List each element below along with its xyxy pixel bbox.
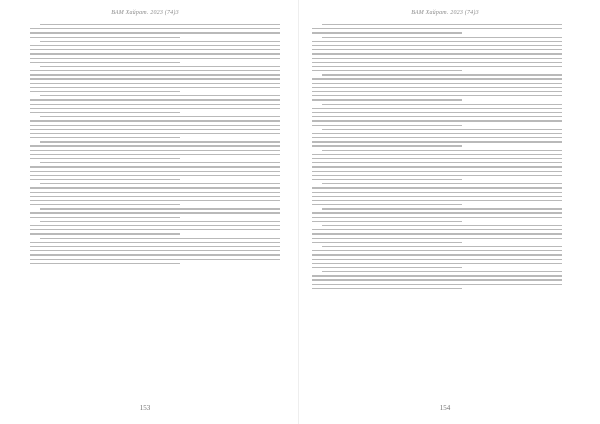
text-line bbox=[40, 208, 280, 209]
text-line bbox=[312, 41, 562, 42]
text-line bbox=[30, 263, 180, 264]
text-line bbox=[30, 49, 280, 50]
text-line bbox=[30, 233, 180, 234]
paragraph bbox=[30, 141, 280, 159]
text-line bbox=[30, 108, 280, 109]
text-line bbox=[312, 233, 562, 234]
text-line bbox=[30, 192, 280, 193]
text-line bbox=[30, 145, 280, 146]
text-line bbox=[312, 254, 562, 255]
text-line bbox=[312, 49, 562, 50]
text-line bbox=[322, 225, 562, 226]
text-line bbox=[30, 83, 280, 84]
text-line bbox=[40, 183, 280, 184]
text-line bbox=[312, 196, 562, 197]
paragraph bbox=[312, 225, 562, 243]
text-line bbox=[312, 288, 462, 289]
text-line bbox=[312, 91, 562, 92]
text-line bbox=[312, 204, 462, 205]
text-line bbox=[312, 95, 562, 96]
text-line bbox=[30, 254, 280, 255]
text-line bbox=[30, 246, 280, 247]
text-line bbox=[30, 196, 280, 197]
text-line bbox=[312, 175, 562, 176]
text-line bbox=[312, 263, 562, 264]
text-line bbox=[30, 242, 280, 243]
text-line bbox=[312, 32, 462, 33]
text-block-right bbox=[312, 24, 562, 396]
paragraph bbox=[312, 129, 562, 147]
text-line bbox=[30, 62, 180, 63]
text-line bbox=[30, 250, 280, 251]
text-line bbox=[30, 158, 180, 159]
text-line bbox=[30, 187, 280, 188]
text-line bbox=[30, 74, 280, 75]
text-line bbox=[30, 225, 280, 226]
text-line bbox=[312, 250, 562, 251]
text-line bbox=[30, 129, 280, 130]
paragraph bbox=[30, 24, 280, 38]
text-line bbox=[40, 162, 280, 163]
text-line bbox=[312, 62, 562, 63]
text-line bbox=[312, 192, 562, 193]
text-line bbox=[40, 141, 280, 142]
paragraph bbox=[30, 116, 280, 138]
paragraph bbox=[30, 238, 280, 264]
text-line bbox=[30, 137, 180, 138]
text-line bbox=[312, 116, 562, 117]
text-line bbox=[322, 37, 562, 38]
text-line bbox=[312, 141, 562, 142]
paragraph bbox=[30, 41, 280, 63]
text-line bbox=[30, 37, 180, 38]
paragraph bbox=[312, 150, 562, 181]
text-line bbox=[30, 87, 280, 88]
text-line bbox=[30, 154, 280, 155]
paragraph bbox=[30, 183, 280, 205]
text-line bbox=[312, 242, 462, 243]
text-line bbox=[312, 28, 562, 29]
paragraph bbox=[312, 74, 562, 100]
text-line bbox=[30, 212, 280, 213]
paragraph bbox=[30, 208, 280, 218]
text-line bbox=[312, 83, 562, 84]
text-line bbox=[312, 70, 462, 71]
text-line bbox=[30, 150, 280, 151]
text-line bbox=[312, 166, 562, 167]
text-line bbox=[312, 66, 562, 67]
text-line bbox=[30, 104, 280, 105]
text-block-left bbox=[30, 24, 280, 396]
text-line bbox=[322, 246, 562, 247]
text-line bbox=[312, 187, 562, 188]
text-line bbox=[30, 70, 280, 71]
text-line bbox=[40, 66, 280, 67]
text-line bbox=[30, 78, 280, 79]
text-line bbox=[312, 217, 562, 218]
text-line bbox=[312, 267, 462, 268]
text-line bbox=[312, 87, 562, 88]
text-line bbox=[40, 238, 280, 239]
text-line bbox=[30, 229, 280, 230]
text-line bbox=[312, 45, 562, 46]
text-line bbox=[312, 133, 562, 134]
text-line bbox=[30, 179, 180, 180]
text-line bbox=[30, 200, 280, 201]
text-line bbox=[40, 116, 280, 117]
text-line bbox=[312, 221, 462, 222]
paragraph bbox=[312, 246, 562, 268]
text-line bbox=[30, 91, 180, 92]
text-line bbox=[312, 99, 462, 100]
paragraph bbox=[312, 24, 562, 34]
text-line bbox=[312, 120, 562, 121]
text-line bbox=[312, 212, 562, 213]
text-line bbox=[322, 271, 562, 272]
text-line bbox=[312, 108, 562, 109]
text-line bbox=[312, 279, 562, 280]
text-line bbox=[30, 259, 280, 260]
text-line bbox=[40, 41, 280, 42]
text-line bbox=[322, 183, 562, 184]
text-line bbox=[322, 74, 562, 75]
text-line bbox=[30, 175, 280, 176]
text-line bbox=[30, 120, 280, 121]
text-line bbox=[312, 171, 562, 172]
text-line bbox=[30, 204, 180, 205]
text-line bbox=[322, 24, 562, 25]
text-line bbox=[312, 179, 462, 180]
text-line bbox=[30, 99, 280, 100]
text-line bbox=[312, 53, 562, 54]
running-head-right: ВАМ Хайрат. 2023 (74)3 bbox=[411, 10, 479, 16]
text-line bbox=[312, 259, 562, 260]
text-line bbox=[312, 137, 562, 138]
text-line bbox=[30, 171, 280, 172]
paragraph bbox=[30, 162, 280, 180]
text-line bbox=[30, 45, 280, 46]
text-line bbox=[312, 112, 562, 113]
page-number-right: 154 bbox=[439, 404, 451, 412]
text-line bbox=[40, 24, 280, 25]
text-line bbox=[40, 95, 280, 96]
paragraph bbox=[312, 271, 562, 289]
text-line bbox=[312, 284, 562, 285]
text-line bbox=[312, 229, 562, 230]
text-line bbox=[312, 238, 562, 239]
text-line bbox=[40, 221, 280, 222]
text-line bbox=[312, 145, 462, 146]
text-line bbox=[322, 104, 562, 105]
text-line bbox=[30, 166, 280, 167]
paragraph bbox=[312, 37, 562, 72]
text-line bbox=[30, 133, 280, 134]
paragraph bbox=[30, 95, 280, 113]
book-gutter bbox=[298, 0, 299, 424]
paragraph bbox=[312, 208, 562, 222]
running-head-left: ВАМ Хайрат. 2023 (74)3 bbox=[111, 10, 179, 16]
paragraph bbox=[30, 66, 280, 92]
text-line bbox=[312, 125, 462, 126]
text-line bbox=[30, 58, 280, 59]
text-line bbox=[322, 208, 562, 209]
text-line bbox=[322, 129, 562, 130]
text-line bbox=[312, 158, 562, 159]
text-line bbox=[312, 162, 562, 163]
page-number-left: 153 bbox=[139, 404, 151, 412]
text-line bbox=[30, 112, 180, 113]
paragraph bbox=[312, 104, 562, 126]
right-page bbox=[300, 0, 590, 424]
paragraph bbox=[30, 221, 280, 235]
text-line bbox=[312, 154, 562, 155]
text-line bbox=[30, 217, 180, 218]
text-line bbox=[312, 275, 562, 276]
text-line bbox=[30, 53, 280, 54]
text-line bbox=[322, 150, 562, 151]
text-line bbox=[30, 32, 280, 33]
text-line bbox=[312, 58, 562, 59]
text-line bbox=[312, 78, 562, 79]
paragraph bbox=[312, 183, 562, 205]
text-line bbox=[30, 125, 280, 126]
text-line bbox=[30, 28, 280, 29]
text-line bbox=[312, 200, 562, 201]
left-page bbox=[0, 0, 290, 424]
